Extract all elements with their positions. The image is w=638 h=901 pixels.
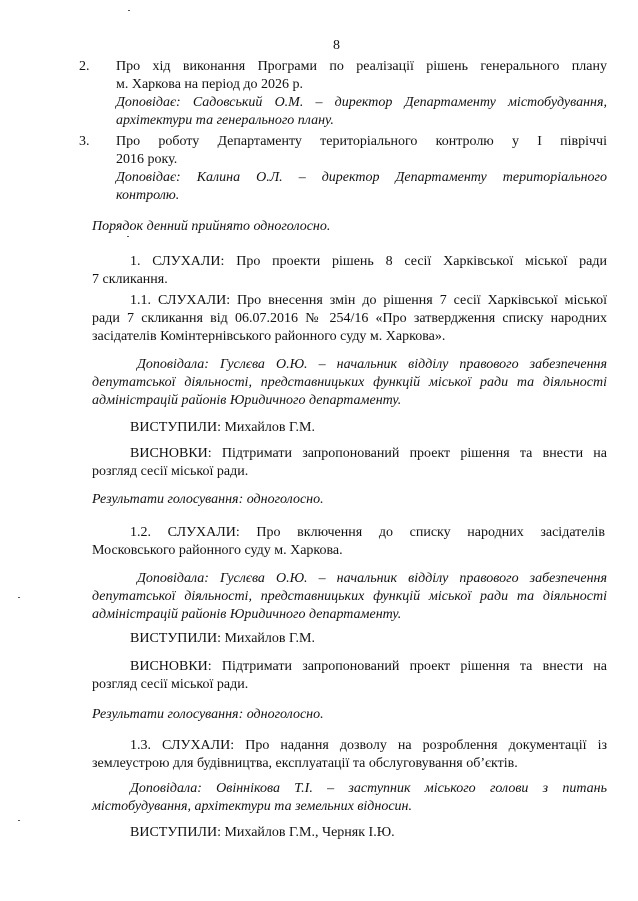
agenda-item-speaker: Доповідає: Калина О.Л. – директор Департаменту територіального xyxy=(116,170,607,185)
agenda-adopted-note: Порядок денний прийнято одноголосно. xyxy=(92,219,331,234)
section-heard: 7 скликання. xyxy=(92,272,168,287)
agenda-item-speaker: Доповідає: Садовський О.М. – директор Департаменту містобудування, xyxy=(116,95,607,110)
item-heard: ради 7 скликання від 06.07.2016 № 254/16 «Про затвердження списку народних xyxy=(92,311,607,326)
item-reporter: депутатської діяльності, представницьких функцій міської ради та діяльності xyxy=(92,589,607,604)
item-heard: землеустрою для будівництва, експлуатації та обслуговування об’єктів. xyxy=(92,756,518,771)
agenda-item-title: Про роботу Департаменту територіального контролю у І півріччі xyxy=(116,134,607,149)
scan-speck xyxy=(128,10,130,11)
item-heard: 1.2. СЛУХАЛИ: Про включення до списку народних засідателів xyxy=(130,525,605,540)
agenda-item-title: м. Харкова на період до 2026 р. xyxy=(116,77,304,92)
item-heard: засідателів Комінтернівського районного суду м. Харкова». xyxy=(92,329,446,344)
item-spoke: ВИСТУПИЛИ: Михайлов Г.М., Черняк І.Ю. xyxy=(130,825,395,840)
item-heard: Московського районного суду м. Харкова. xyxy=(92,543,343,558)
item-conclusion: ВИСНОВКИ: Підтримати запропонований проект рішення та внести на xyxy=(130,446,607,461)
scan-speck xyxy=(18,597,20,598)
agenda-item-title: Про хід виконання Програми по реалізації рішень генерального плану xyxy=(116,59,607,74)
scan-speck xyxy=(127,236,129,237)
item-reporter: Доповідала: Гуслєва О.Ю. – начальник відділу правового забезпечення xyxy=(137,571,607,586)
agenda-item-speaker: архітектури та генерального плану. xyxy=(116,113,334,128)
item-vote-result: Результати голосування: одноголосно. xyxy=(92,707,324,722)
scan-speck xyxy=(18,820,20,821)
item-reporter: адміністрацій районів Юридичного департаменту. xyxy=(92,393,402,408)
item-vote-result: Результати голосування: одноголосно. xyxy=(92,492,324,507)
item-reporter: Доповідала: Гуслєва О.Ю. – начальник відділу правового забезпечення xyxy=(137,357,607,372)
item-heard: 1.3. СЛУХАЛИ: Про надання дозволу на розроблення документації із xyxy=(130,738,607,753)
agenda-item-number: 2. xyxy=(79,59,90,74)
agenda-item-number: 3. xyxy=(79,134,90,149)
item-conclusion: ВИСНОВКИ: Підтримати запропонований проект рішення та внести на xyxy=(130,659,607,674)
section-heard: 1. СЛУХАЛИ: Про проекти рішень 8 сесії Харківської міської ради xyxy=(130,254,607,269)
item-reporter: депутатської діяльності, представницьких функцій міської ради та діяльності xyxy=(92,375,607,390)
agenda-item-title: 2016 року. xyxy=(116,152,178,167)
item-reporter: адміністрацій районів Юридичного департаменту. xyxy=(92,607,402,622)
item-reporter: містобудування, архітектури та земельних відносин. xyxy=(92,799,412,814)
item-reporter: Доповідала: Овіннікова Т.І. – заступник міського голови з питань xyxy=(130,781,607,796)
page-number: 8 xyxy=(333,38,340,53)
item-conclusion: розгляд сесії міської ради. xyxy=(92,464,249,479)
item-spoke: ВИСТУПИЛИ: Михайлов Г.М. xyxy=(130,420,315,435)
item-heard: 1.1. СЛУХАЛИ: Про внесення змін до рішення 7 сесії Харківської міської xyxy=(130,293,607,308)
agenda-item-speaker: контролю. xyxy=(116,188,180,203)
item-spoke: ВИСТУПИЛИ: Михайлов Г.М. xyxy=(130,631,315,646)
item-conclusion: розгляд сесії міської ради. xyxy=(92,677,249,692)
